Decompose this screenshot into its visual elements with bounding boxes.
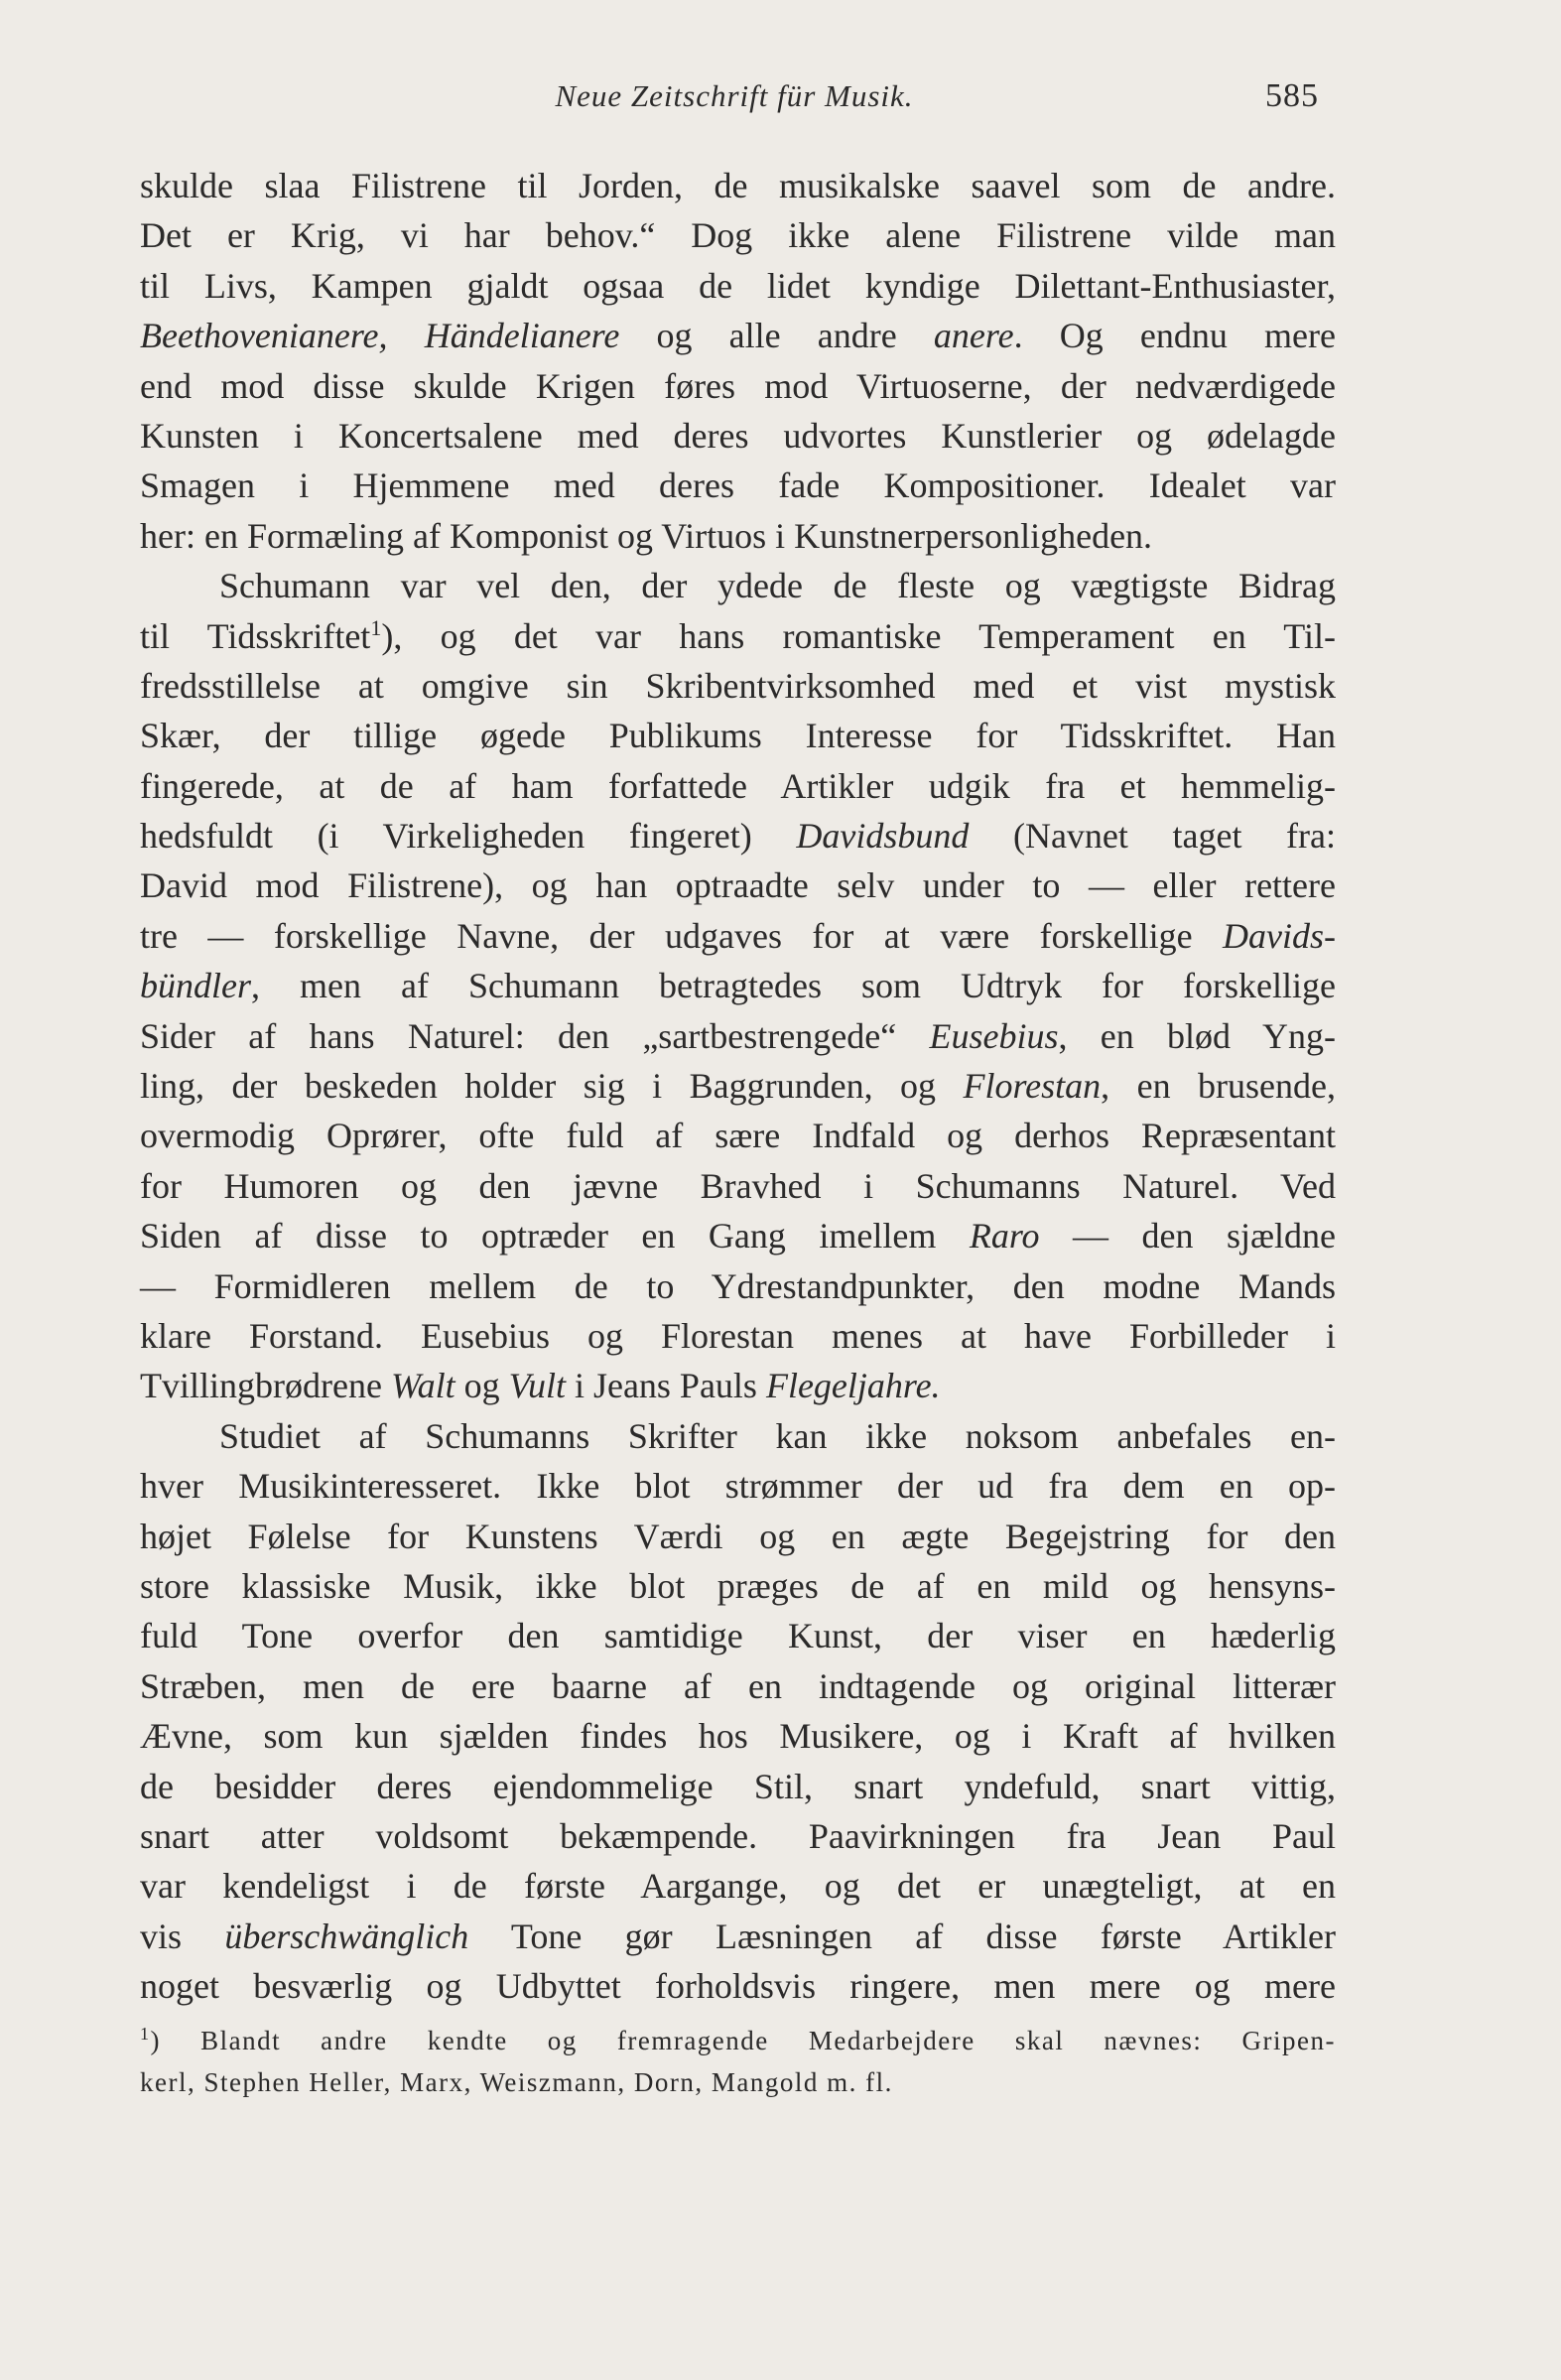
text-line: David mod Filistrene), og han optraadte selv under to — eller rettere: [140, 865, 1336, 906]
text-line: tre — forskellige Navne, der udgaves for at være forskellige Davids-: [140, 915, 1336, 956]
text-line: Ævne, som kun sjælden findes hos Musikere, og i Kraft af hvilken: [140, 1716, 1336, 1757]
text-line: de besidder deres ejendommelige Stil, snart yndefuld, snart vittig,: [140, 1766, 1336, 1806]
footnote: [140, 2020, 1336, 2103]
text-line: Stræben, men de ere baarne af en indtagende og original litterær: [140, 1665, 1336, 1706]
text-line: Det er Krig, vi har behov.“ Dog ikke alene Filistrene vilde man: [140, 215, 1336, 256]
footnote-reference: 1: [370, 614, 382, 640]
text-line: skulde slaa Filistrene til Jorden, de musikalske saavel som de andre.: [140, 166, 1336, 205]
text-line: snart atter voldsomt bekæmpende. Paavirkningen fra Jean Paul: [140, 1815, 1336, 1856]
text-line: overmodig Oprører, ofte fuld af sære Indfald og derhos Repræsentant: [140, 1116, 1336, 1156]
footnote-marker: 1: [140, 2024, 151, 2044]
text-line: klare Forstand. Eusebius og Florestan menes at have Forbilleder i: [140, 1315, 1336, 1356]
text-line: hedsfuldt (i Virkeligheden fingeret) Davidsbund (Navnet taget fra:: [140, 816, 1336, 857]
text-line: end mod disse skulde Krigen føres mod Virtuoserne, der nedværdigede: [140, 365, 1336, 406]
text-line: — Formidleren mellem de to Ydrestandpunkter, den modne Mands: [140, 1265, 1336, 1306]
text-line: Beethovenianere, Händelianere og alle andre anere. Og endnu mere: [140, 316, 1336, 356]
text-line: Skær, der tillige øgede Publikums Interesse for Tidsskriftet. Han: [140, 716, 1336, 756]
text-line: hver Musikinteresseret. Ikke blot strømmer der ud fra dem en op-: [140, 1466, 1336, 1507]
text-line: Kunsten i Koncertsalene med deres udvortes Kunstlerier og ødelagde: [140, 415, 1336, 456]
text-line: noget besværlig og Udbyttet forholdsvis ringere, men mere og mere: [140, 1966, 1336, 2007]
text-line: højet Følelse for Kunstens Værdi og en ægte Begejstring for den: [140, 1516, 1336, 1556]
text-line: ling, der beskeden holder sig i Baggrunden, og Florestan, en brusende,: [140, 1066, 1336, 1107]
text-line: store klassiske Musik, ikke blot præges de af en mild og hensyns-: [140, 1565, 1336, 1606]
text-line: fuld Tone overfor den samtidige Kunst, der viser en hæderlig: [140, 1616, 1336, 1656]
text-line: Sider af hans Naturel: den „sartbestrengede“ Eusebius, en blød Yng-: [140, 1015, 1336, 1056]
footnote-line: kerl, Stephen Heller, Marx, Weiszmann, Dorn, Mangold m. fl.: [140, 2067, 893, 2097]
text-line: til Livs, Kampen gjaldt ogsaa de lidet kyndige Dilettant-Enthusiaster,: [140, 265, 1336, 306]
text-line: for Humoren og den jævne Bravhed i Schumanns Naturel. Ved: [140, 1165, 1336, 1206]
text-line: til Tidsskriftet$^1$), og det var hans romantiske Temperament en Til-: [140, 614, 1337, 656]
text-line: Smagen i Hjemmene med deres fade Kompositioner. Idealet var: [140, 465, 1336, 506]
text-line: vis überschwänglich Tone gør Læsningen af disse første Artikler: [140, 1916, 1336, 1956]
text-line: Schumann var vel den, der ydede de fleste og vægtigste Bidrag: [219, 566, 1336, 606]
text-line: var kendeligst i de første Aargange, og det er unægteligt, at en: [140, 1866, 1336, 1907]
text-line: fredsstillelse at omgive sin Skribentvirksomhed med et vist mystisk: [140, 665, 1336, 706]
running-head: [0, 71, 1561, 121]
page-number: 585: [1265, 77, 1319, 114]
text-line: her: en Formæling af Komponist og Virtuos i Kunstnerpersonligheden.: [140, 515, 1153, 556]
text-line: fingerede, at de af ham forfattede Artikler udgik fra et hemmelig-: [140, 765, 1336, 806]
text-line: Tvillingbrødrene Walt og Vult i Jeans Pauls Flegeljahre.: [140, 1366, 941, 1406]
text-line: Studiet af Schumanns Skrifter kan ikke noksom anbefales en-: [219, 1415, 1336, 1456]
text-line: Siden af disse to optræder en Gang imellem Raro — den sjældne: [140, 1216, 1336, 1256]
text-line: bündler, men af Schumann betragtedes som Udtryk for forskellige: [140, 966, 1336, 1006]
journal-title: Neue Zeitschrift für Musik.: [555, 78, 914, 113]
body-text: [140, 161, 1336, 2011]
footnote-line: $^1$) Blandt andre kendte og fremragende Medarbejdere skal nævnes: Gripen-: [140, 2024, 1336, 2055]
